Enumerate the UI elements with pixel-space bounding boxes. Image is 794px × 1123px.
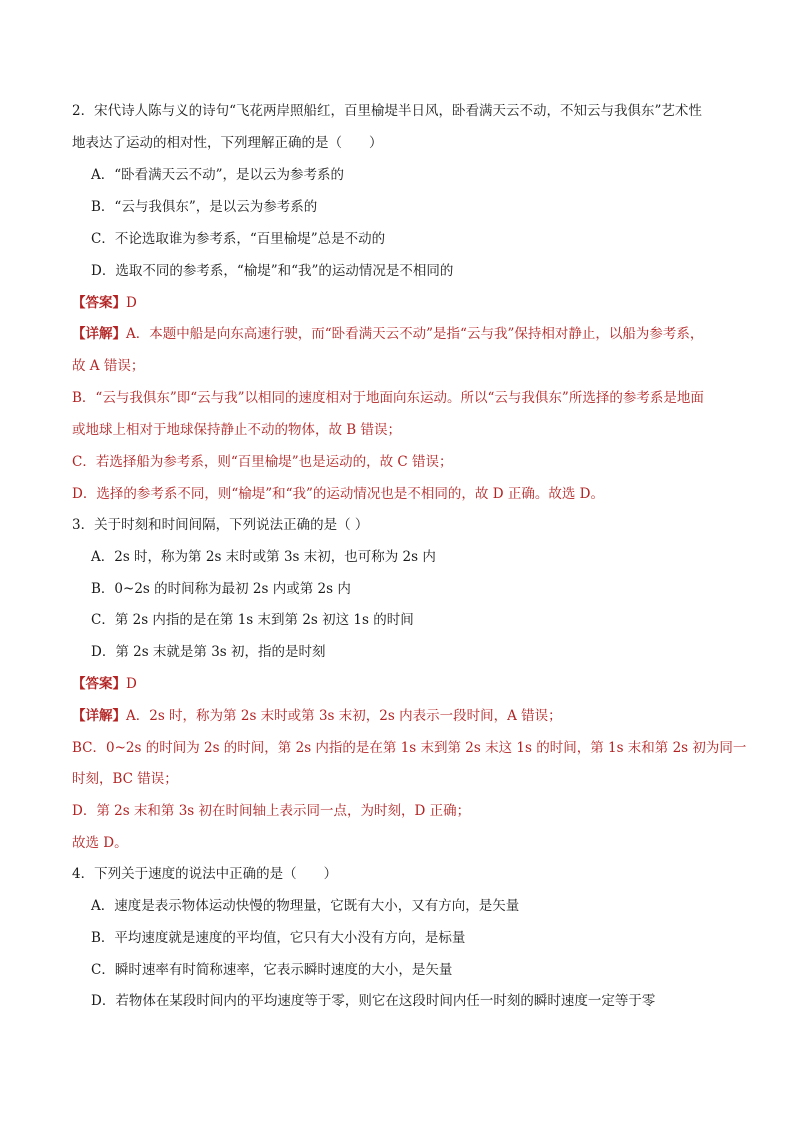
q3-detail-line4: D．第 2s 末和第 3s 初在时间轴上表示同一点，为时刻，D 正确； [72, 803, 471, 819]
q2-stem-line1: 2．宋代诗人陈与义的诗句“飞花两岸照船红，百里榆堤半日风，卧看满天云不动，不知云与我俱东”艺术性 [72, 103, 702, 119]
q2-option-a: A．“卧看满天云不动”，是以云为参考系的 [91, 167, 345, 183]
q3-detail-line5: 故选 D。 [72, 835, 128, 851]
detail-tag: 【详解】 [72, 708, 126, 724]
q4-option-c: C．瞬时速率有时简称速率，它表示瞬时速度的大小，是矢量 [91, 962, 453, 978]
answer-tag: 【答案】 [72, 676, 126, 692]
q3-stem: 3．关于时刻和时间间隔，下列说法正确的是（ ） [72, 517, 369, 533]
q3-detail-line1 [72, 706, 562, 726]
q4-option-a: A．速度是表示物体运动快慢的物理量，它既有大小，又有方向，是矢量 [91, 898, 520, 914]
q2-detail-line6: D．选择的参考系不同，则“榆堤”和“我”的运动情况也是不相同的，故 D 正确。故选 D。 [72, 486, 604, 502]
q4-stem: 4．下列关于速度的说法中正确的是（ ） [72, 866, 338, 882]
q2-stem-line2: 地表达了运动的相对性，下列理解正确的是（ ） [72, 135, 383, 151]
q2-option-c: C．不论选取谁为参考系，“百里榆堤”总是不动的 [91, 231, 386, 247]
answer-tag: 【答案】 [72, 295, 126, 311]
q3-option-a: A．2s 时，称为第 2s 末时或第 3s 末初，也可称为 2s 内 [91, 549, 436, 565]
detail-text: A．本题中船是向东高速行驶，而“卧看满天云不动”是指“云与我”保持相对静止，以船为参考系， [126, 326, 704, 342]
q3-option-d: D．第 2s 末就是第 3s 初，指的是时刻 [91, 644, 326, 660]
q2-detail-line2: 故 A 错误； [72, 358, 145, 374]
q2-detail-line1 [72, 324, 703, 344]
q2-detail-line4: 或地球上相对于地球保持静止不动的物体，故 B 错误； [72, 422, 402, 438]
q2-option-b: B．“云与我俱东”，是以云为参考系的 [91, 199, 318, 215]
q2-detail-line3: B．“云与我俱东”即“云与我”以相同的速度相对于地面向东运动。所以“云与我俱东”所选择的参考系是地面 [72, 390, 704, 406]
q4-option-b: B．平均速度就是速度的平均值，它只有大小没有方向，是标量 [91, 930, 466, 946]
answer-value: D [126, 676, 137, 692]
q2-detail-line5: C．若选择船为参考系，则“百里榆堤”也是运动的，故 C 错误； [72, 454, 453, 470]
q3-detail-line2: BC．0~2s 的时间为 2s 的时间，第 2s 内指的是在第 1s 末到第 2s 末这 1s 的时间，第 1s 末和第 2s 初为同一 [72, 740, 747, 756]
q3-detail-line3: 时刻，BC 错误； [72, 771, 178, 787]
detail-tag: 【详解】 [72, 326, 126, 342]
q3-option-b: B．0~2s 的时间称为最初 2s 内或第 2s 内 [91, 581, 351, 597]
q2-answer [72, 293, 137, 313]
q3-answer [72, 674, 137, 694]
q3-option-c: C．第 2s 内指的是在第 1s 末到第 2s 初这 1s 的时间 [91, 612, 414, 628]
q2-option-d: D．选取不同的参考系，“榆堤”和“我”的运动情况是不相同的 [91, 263, 454, 279]
detail-text: A．2s 时，称为第 2s 末时或第 3s 末初，2s 内表示一段时间，A 错误； [126, 708, 562, 724]
q4-option-d: D．若物体在某段时间内的平均速度等于零，则它在这段时间内任一时刻的瞬时速度一定等于零 [91, 993, 656, 1009]
answer-value: D [126, 295, 137, 311]
